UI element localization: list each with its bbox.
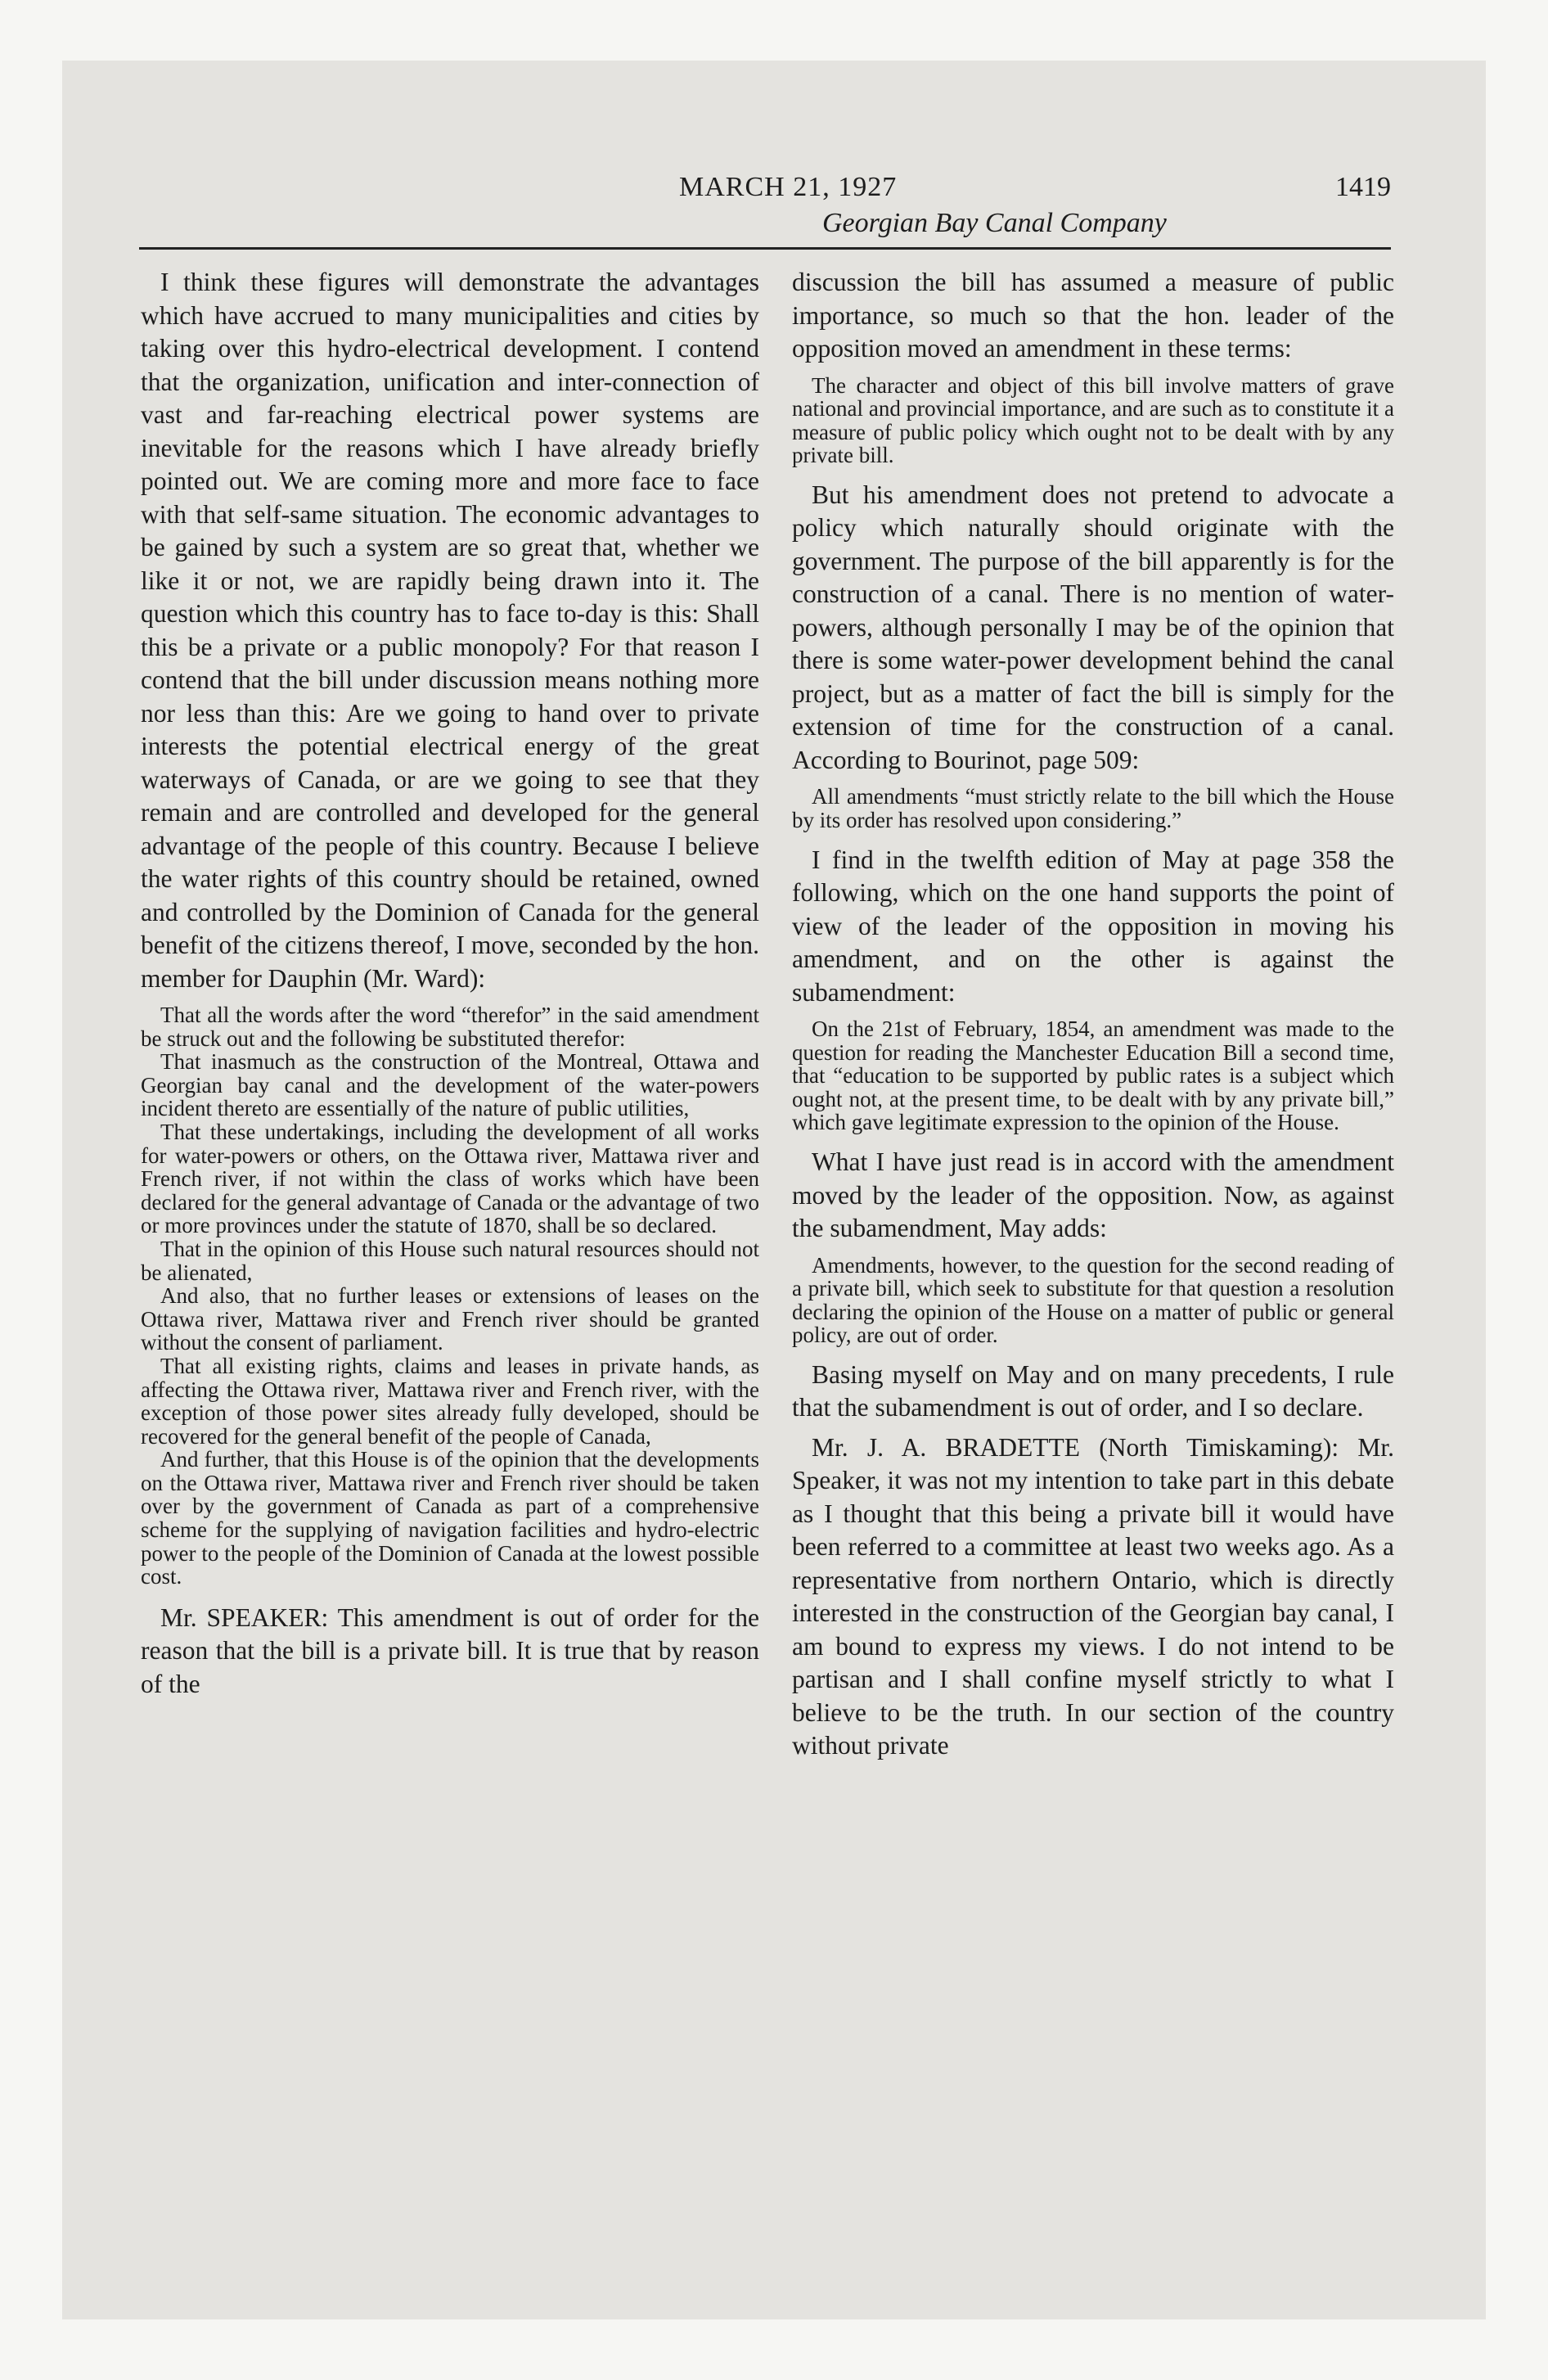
paragraph: Basing myself on May and on many precedents, I rule that the subamendment is out of order, and I so declare. bbox=[792, 1359, 1394, 1422]
header-date: MARCH 21, 1927 bbox=[679, 172, 898, 202]
speaker-paragraph: Mr. SPEAKER: This amendment is out of order for the reason that the bill is a private bill. It is true that by reason of the bbox=[141, 1602, 759, 1698]
block-quote: Amendments, however, to the question for the second reading of a private bill, which seek to substitute for that question a resolution declaring the opinion of the House on a matter of public or general policy, are out of order. bbox=[792, 1252, 1394, 1348]
amendment-clause: That all the words after the word “therefor” in the said amendment be struck out and the following be substituted therefor: bbox=[141, 1003, 759, 1051]
amendment-clause: And further, that this House is of the opinion that the developments on the Ottawa river, Mattawa river and French river should be taken over by the government of Canada as part of a comprehensive scheme for the supplying of navigation facilities and hydro-electric power to the people of the Dominion of Canada at the lowest possible cost. bbox=[141, 1447, 759, 1589]
bradette-paragraph: Mr. J. A. BRADETTE (North Timiskaming): Mr. Speaker, it was not my intention to take part in this debate as I thought that this being a private bill it would have been referred to a committee at least two weeks ago. As a representative from northern Ontario, which is directly interested in the construction of the Georgian bay canal, I am bound to express my views. I do not intend to be partisan and I shall confine myself strictly to what I believe to be the truth. In our section of the country without private bbox=[792, 1432, 1394, 1760]
right-column bbox=[792, 266, 1394, 1769]
amendment-clause: And also, that no further leases or extensions of leases on the Ottawa river, Mattawa river and French river should be granted without the consent of parliament. bbox=[141, 1283, 759, 1355]
page-header bbox=[139, 172, 1391, 246]
paragraph: I find in the twelfth edition of May at page 358 the following, which on the one hand supports the point of view of the leader of the opposition in moving his amendment, and on the other is against the subamendment: bbox=[792, 845, 1394, 1007]
amendment-clause: That in the opinion of this House such natural resources should not be alienated, bbox=[141, 1236, 759, 1285]
amendment-quote bbox=[141, 1003, 759, 1589]
paragraph: But his amendment does not pretend to advocate a policy which naturally should originate with the government. The purpose of the bill apparently is for the construction of a canal. There is no mention of water-powers, although personally I may be of the opinion that there is some water-power development behind the canal project, but as a matter of fact the bill is simply for the extension of time for the construction of a canal. According to Bourinot, page 509: bbox=[792, 480, 1394, 774]
block-quote: On the 21st of February, 1854, an amendment was made to the question for reading the Manchester Education Bill a second time, that “education to be supported by public rates is a subject which ought not, at the present time, to be dealt with by any private bill,” which gave legitimate expression to the opinion of the House. bbox=[792, 1016, 1394, 1135]
header-rule bbox=[139, 247, 1391, 250]
page-number: 1419 bbox=[1335, 172, 1391, 202]
running-title: Georgian Bay Canal Company bbox=[822, 208, 1167, 238]
amendment-clause: That all existing rights, claims and leases in private hands, as affecting the Ottawa river, Mattawa river and French river, with the exception of those power sites already fully developed, should be recovered for the general benefit of the people of Canada, bbox=[141, 1353, 759, 1449]
amendment-clause: That these undertakings, including the development of all works for water-powers or others, on the Ottawa river, Mattawa river and French river, if not within the class of works which have been declared for the general advantage of Canada or the advantage of two or more provinces under the statute of 1870, shall be so declared. bbox=[141, 1119, 759, 1238]
amendment-clause: That inasmuch as the construction of the Montreal, Ottawa and Georgian bay canal and the development of the water-powers incident thereto are essentially of the nature of public utilities, bbox=[141, 1049, 759, 1121]
paragraph: discussion the bill has assumed a measure of public importance, so much so that the hon. leader of the opposition moved an amendment in these terms: bbox=[792, 268, 1394, 363]
paragraph: What I have just read is in accord with the amendment moved by the leader of the opposition. Now, as against the subamendment, May adds: bbox=[792, 1147, 1394, 1243]
paragraph: I think these figures will demonstrate the advantages which have accrued to many municipalities and cities by taking over this hydro-electrical development. I contend that the organization, unification and inter-connection of vast and far-reaching electrical power systems are inevitable for the reasons which I have already briefly pointed out. We are coming more and more face to face with that self-same situation. The economic advantages to be gained by such a system are so great that, whether we like it or not, we are rapidly being drawn into it. The question which this country has to face to-day is this: Shall this be a private or a public monopoly? For that reason I contend that the bill under discussion means nothing more nor less than this: Are we going to hand over to private interests the potential electrical energy of the great waterways of Canada, or are we going to see that they remain and are controlled and developed for the general advantage of the people of this country. Because I believe the water rights of this country should be retained, owned and controlled by the Dominion of Canada for the general benefit of the citizens thereof, I move, seconded by the hon. member for Dauphin (Mr. Ward): bbox=[141, 268, 759, 993]
block-quote: All amendments “must strictly relate to the bill which the House by its order has resolved upon considering.” bbox=[792, 784, 1394, 832]
left-column bbox=[141, 266, 759, 1707]
block-quote: The character and object of this bill involve matters of grave national and provincial importance, and are such as to constitute it a measure of public policy which ought not to be dealt with by any private bill. bbox=[792, 372, 1394, 468]
